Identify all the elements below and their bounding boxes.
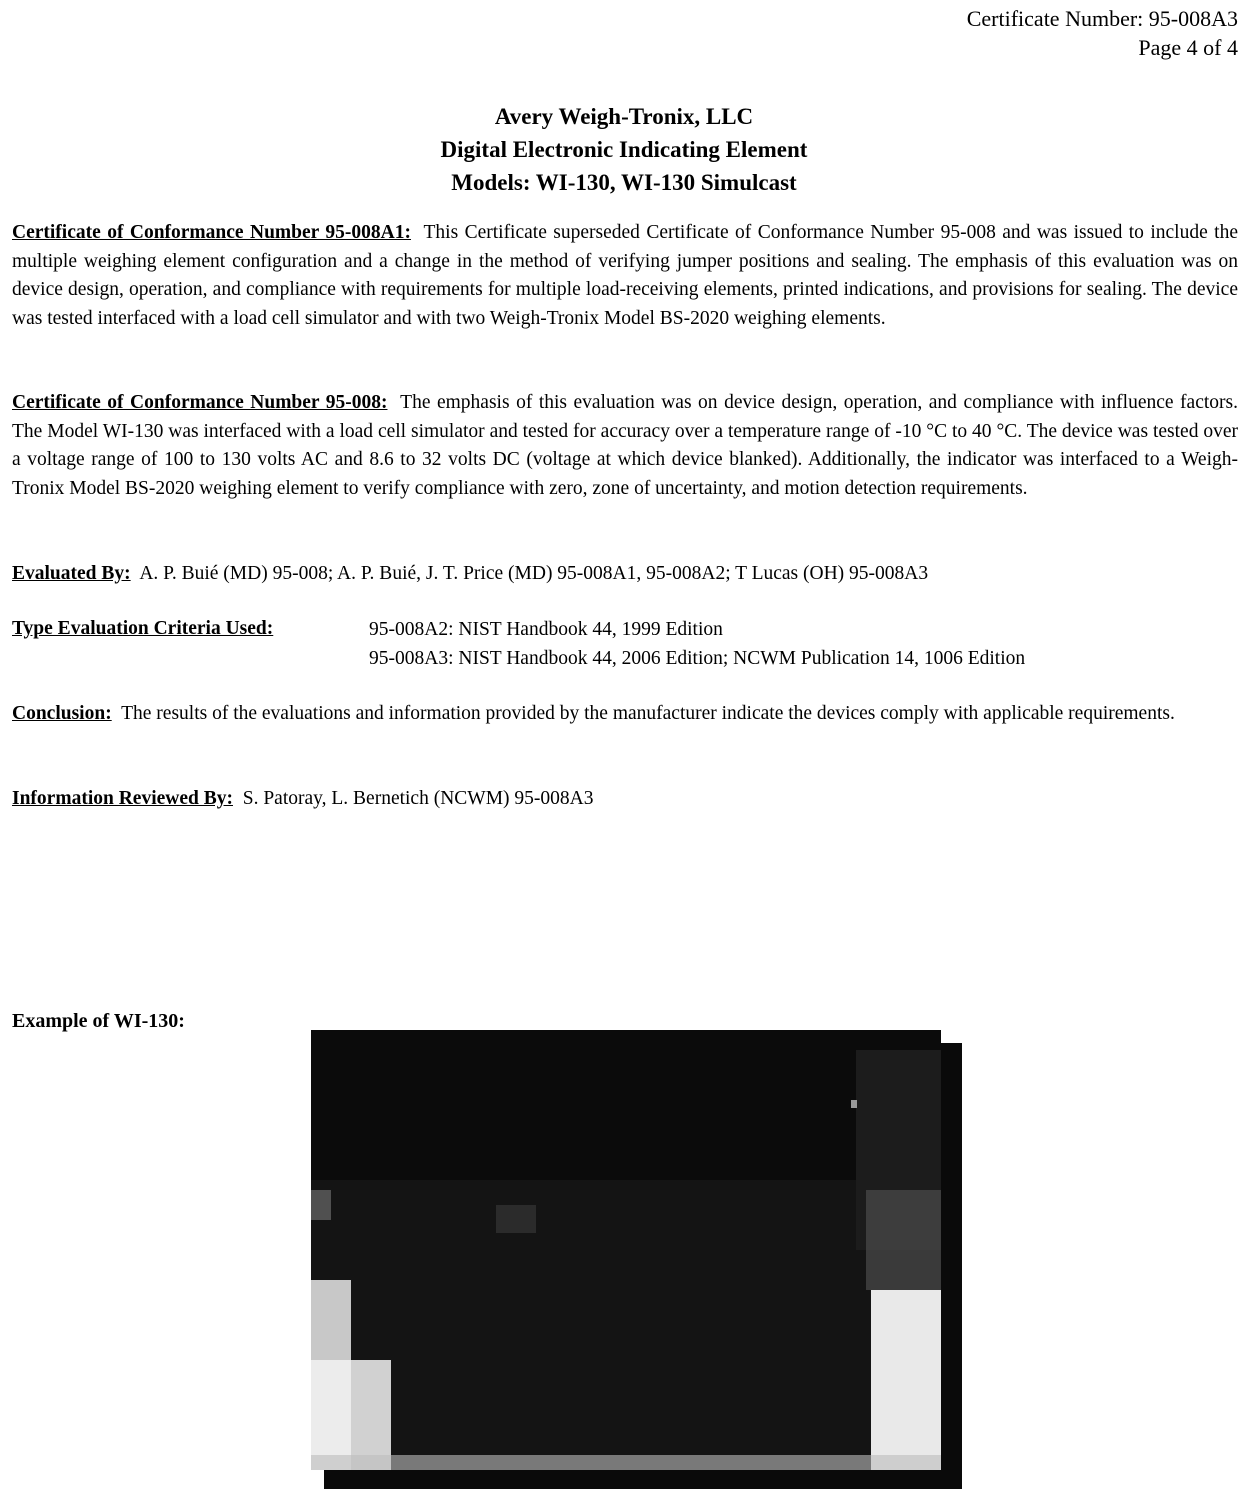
section-label: Certificate of Conformance Number 95-008A1:	[12, 222, 411, 243]
page-number: Page 4 of 4	[1138, 35, 1238, 60]
section-conclusion	[12, 700, 1238, 729]
document-title	[0, 100, 1248, 199]
section-label: Type Evaluation Criteria Used:	[12, 618, 274, 639]
indicator-photo	[311, 1030, 941, 1470]
section-criteria	[12, 615, 1238, 673]
certificate-header	[967, 4, 1238, 62]
section-label: Certificate of Conformance Number 95-008:	[12, 392, 388, 413]
section-evaluated-by	[12, 560, 1238, 589]
product-name: Digital Electronic Indicating Element	[440, 137, 808, 162]
criteria-line: 95-008A3: NIST Handbook 44, 2006 Edition; NCWM Publication 14, 1006 Edition	[369, 648, 1026, 669]
example-label: Example of WI-130:	[12, 1010, 185, 1032]
section-text: The emphasis of this evaluation was on device design, operation, and compliance with influence factors. The Model WI-130 was interfaced with a load cell simulator and tested for accuracy over a temperature range of -10 °C to 40 °C. The device was tested over a voltage range of 100 to 130 volts AC and 8.6 to 32 volts DC (voltage at which device blanked). Additionally, the indicator was interfaced to a Weigh-Tronix Model BS-2020 weighing element to verify compliance with zero, zone of uncertainty, and motion detection requirements.	[12, 392, 1238, 499]
section-label: Conclusion:	[12, 703, 112, 724]
section-coc-95-008a1	[12, 219, 1238, 333]
section-coc-95-008	[12, 389, 1238, 503]
models-line: Models: WI-130, WI-130 Simulcast	[451, 170, 797, 195]
section-text: The results of the evaluations and information provided by the manufacturer indicate the devices comply with applicable requirements.	[121, 703, 1175, 724]
section-text: This Certificate superseded Certificate of Conformance Number 95-008 and was issued to include the multiple weighing element configuration and a change in the method of verifying jumper positions and sealing. The emphasis of this evaluation was on device design, operation, and compliance with requirements for multiple load-receiving elements, printed indications, and provisions for sealing. The device was tested interfaced with a load cell simulator and with two Weigh-Tronix Model BS-2020 weighing elements.	[12, 222, 1238, 329]
section-label: Evaluated By:	[12, 563, 131, 584]
indicator-photo-graphic	[311, 1030, 941, 1470]
section-reviewed-by	[12, 785, 1238, 814]
company-name: Avery Weigh-Tronix, LLC	[494, 104, 754, 129]
section-label: Information Reviewed By:	[12, 788, 233, 809]
section-text: A. P. Buié (MD) 95-008; A. P. Buié, J. T. Price (MD) 95-008A1, 95-008A2; T Lucas (OH) 95-008A3	[139, 563, 929, 584]
criteria-line: 95-008A2: NIST Handbook 44, 1999 Edition	[369, 619, 723, 640]
certificate-number: Certificate Number: 95-008A3	[966, 6, 1238, 31]
section-text: S. Patoray, L. Bernetich (NCWM) 95-008A3	[242, 788, 594, 809]
